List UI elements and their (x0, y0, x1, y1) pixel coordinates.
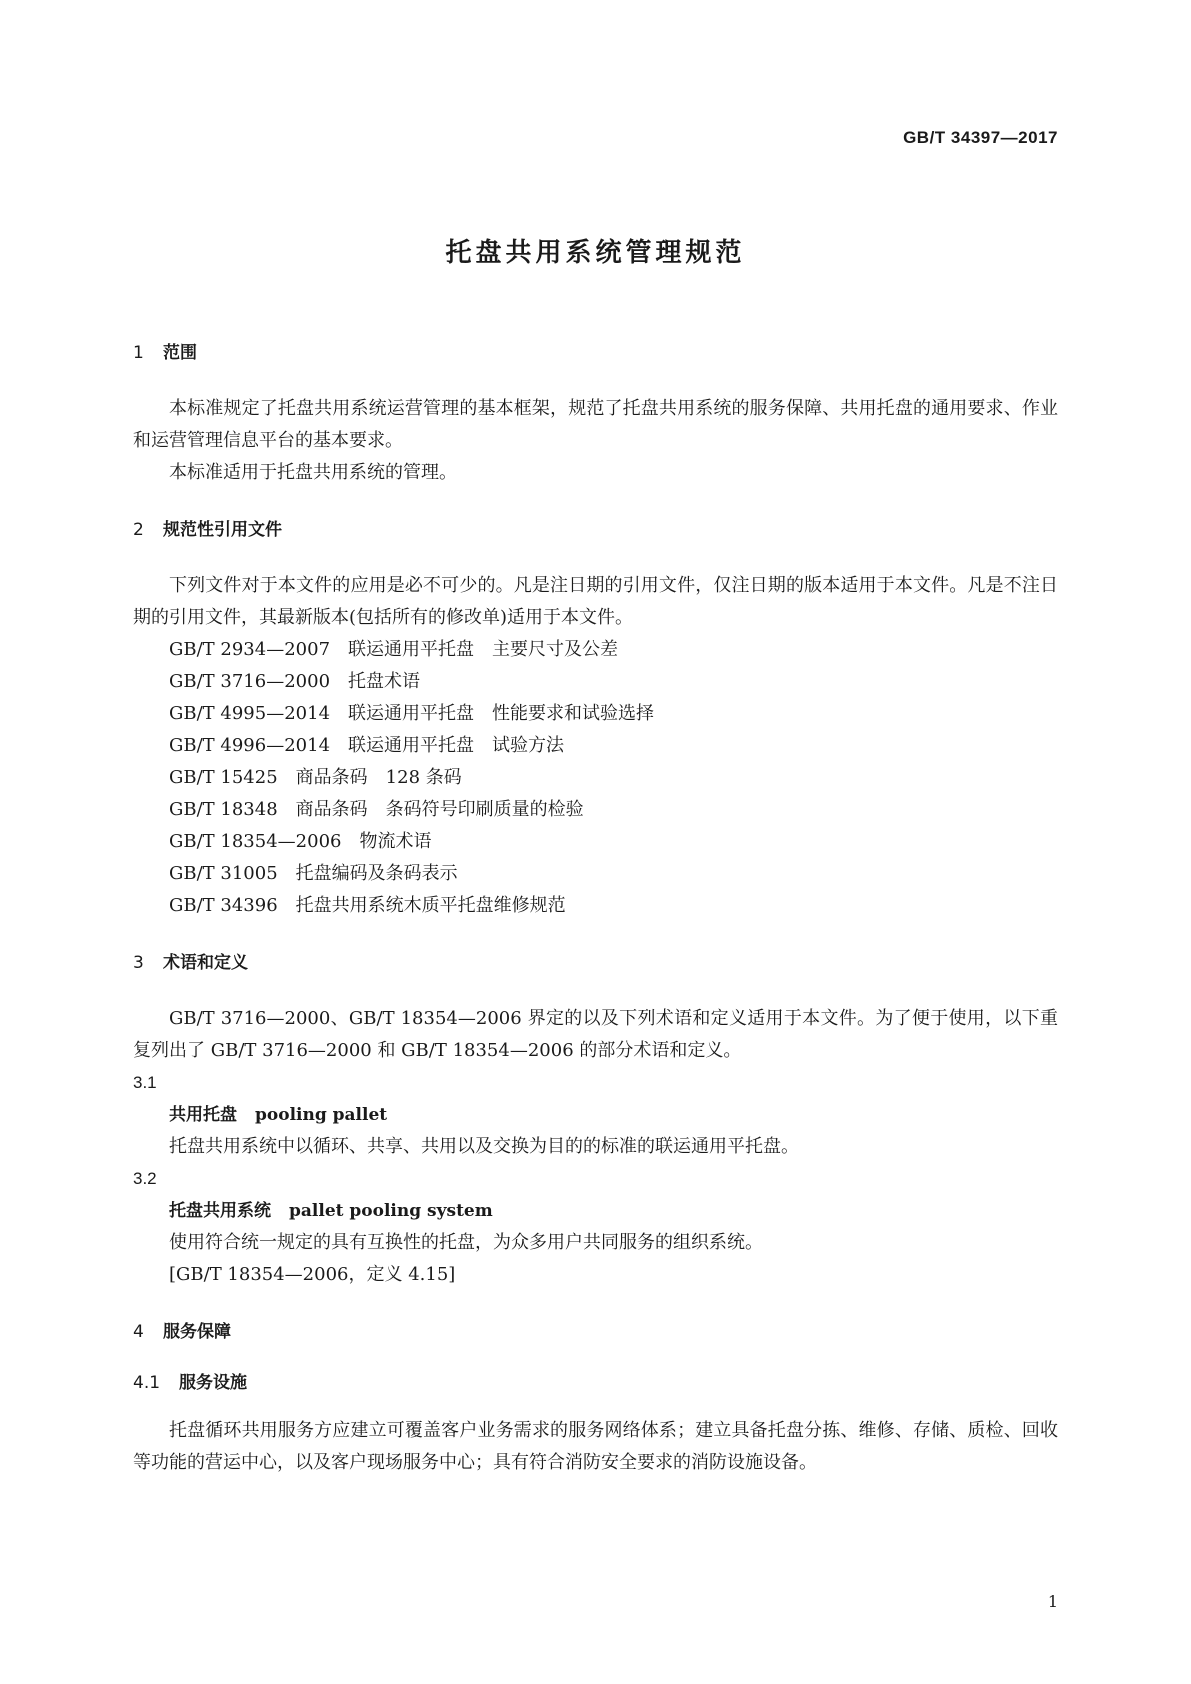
section-4-heading (133, 1317, 1058, 1342)
paragraph: 本标准规定了托盘共用系统运营管理的基本框架，规范了托盘共用系统的服务保障、共用托盘的通用要求、作业和运营管理信息平台的基本要求。 (133, 398, 1058, 451)
term-name-en: pooling pallet (255, 1105, 388, 1125)
reference-item: GB/T 31005 托盘编码及条码表示 (169, 863, 458, 884)
section-1-heading (133, 338, 1058, 363)
paragraph: GB/T 3716—2000、GB/T 18354—2006 界定的以及下列术语和定义适用于本文件。为了便于使用，以下重复列出了 GB/T 3716—2000 和 GB/T 18354—2006 的部分术语和定义。 (133, 1008, 1058, 1061)
section-title: 规范性引用文件 (163, 520, 282, 540)
section-2-heading (133, 515, 1058, 540)
reference-item: GB/T 2934—2007 联运通用平托盘 主要尺寸及公差 (169, 639, 619, 660)
subsection-number: 4.1 (133, 1373, 161, 1393)
section-title: 服务保障 (163, 1322, 231, 1342)
paragraph: 托盘循环共用服务方应建立可覆盖客户业务需求的服务网络体系；建立具备托盘分拣、维修、存储、质检、回收等功能的营运中心，以及客户现场服务中心；具有符合消防安全要求的消防设施设备。 (133, 1420, 1058, 1473)
term-name-zh: 托盘共用系统 (169, 1201, 271, 1221)
paragraph: 本标准适用于托盘共用系统的管理。 (169, 462, 457, 483)
paragraph: 下列文件对于本文件的应用是必不可少的。凡是注日期的引用文件，仅注日期的版本适用于本文件。凡是不注日期的引用文件，其最新版本(包括所有的修改单)适用于本文件。 (133, 575, 1058, 628)
section-number: 2 (133, 520, 144, 540)
term-definition: 托盘共用系统中以循环、共享、共用以及交换为目的的标准的联运通用平托盘。 (169, 1136, 799, 1157)
section-number: 3 (133, 953, 144, 973)
section-3-heading (133, 948, 1058, 973)
term-name-zh: 共用托盘 (169, 1105, 237, 1125)
standard-code: GB/T 34397—2017 (903, 128, 1058, 147)
document-title: 托盘共用系统管理规范 (445, 238, 746, 268)
term-number: 3.2 (133, 1169, 157, 1188)
page-number: 1 (1047, 1592, 1058, 1611)
term-definition: 使用符合统一规定的具有互换性的托盘，为众多用户共同服务的组织系统。 (169, 1232, 763, 1253)
subsection-4-1-heading (133, 1368, 1058, 1393)
section-title: 术语和定义 (163, 953, 248, 973)
term-number: 3.1 (133, 1073, 157, 1092)
reference-item: GB/T 4996—2014 联运通用平托盘 试验方法 (169, 735, 565, 756)
reference-item: GB/T 15425 商品条码 128 条码 (169, 767, 462, 788)
term-name (133, 1099, 1058, 1131)
document-body (133, 338, 1058, 1479)
reference-item: GB/T 4995—2014 联运通用平托盘 性能要求和试验选择 (169, 703, 655, 724)
section-title: 范围 (163, 343, 197, 363)
reference-item: GB/T 18354—2006 物流术语 (169, 831, 432, 852)
term-source: [GB/T 18354—2006，定义 4.15] (169, 1264, 456, 1285)
term-name-en: pallet pooling system (289, 1201, 493, 1221)
reference-item: GB/T 3716—2000 托盘术语 (169, 671, 421, 692)
reference-item: GB/T 18348 商品条码 条码符号印刷质量的检验 (169, 799, 584, 820)
section-number: 1 (133, 343, 144, 363)
section-number: 4 (133, 1322, 144, 1342)
subsection-title: 服务设施 (179, 1373, 247, 1393)
reference-list (133, 634, 1058, 922)
reference-item: GB/T 34396 托盘共用系统木质平托盘维修规范 (169, 895, 566, 916)
term-name (133, 1195, 1058, 1227)
